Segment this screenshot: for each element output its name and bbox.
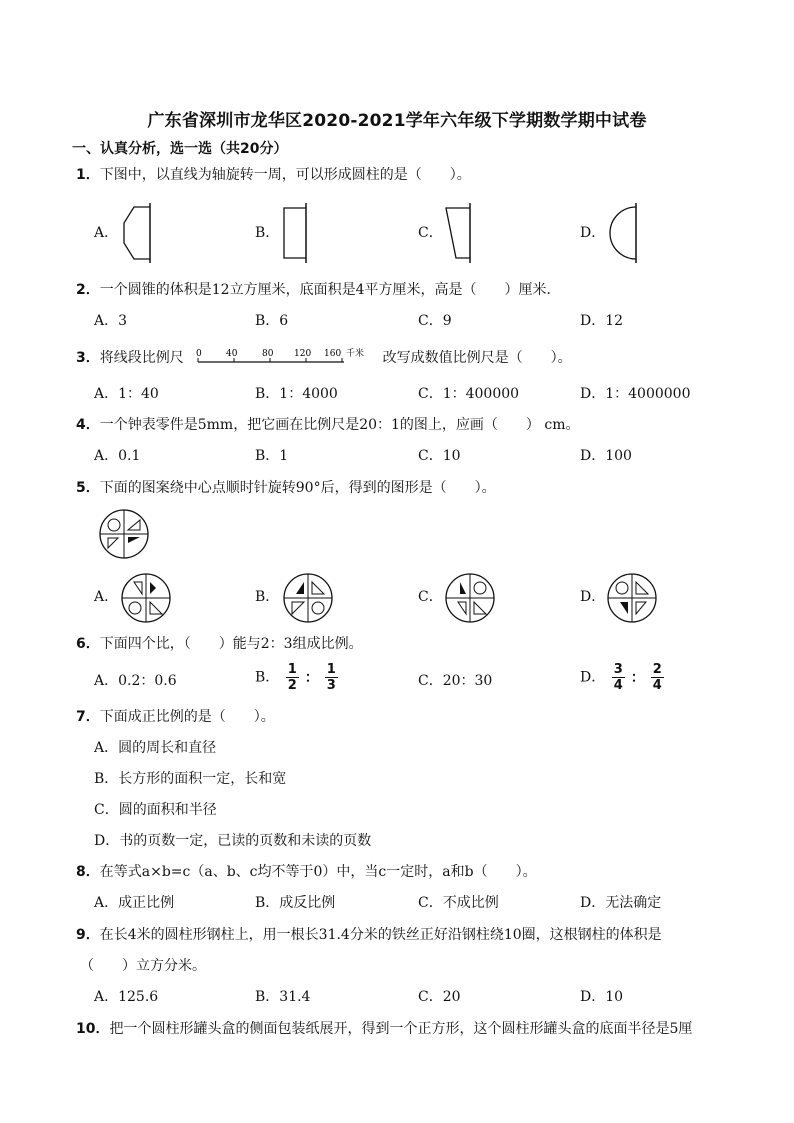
question-number: 1． [76,167,100,183]
option-label-b: B． [255,589,280,605]
question-number: 3． [76,350,100,366]
numerator: 3 [613,662,623,677]
page-title: 广东省深圳市龙华区2020-2021学年六年级下学期数学期中试卷 [147,111,647,131]
rotation-option-c-figure [444,572,496,624]
fraction [612,662,625,693]
rotation-option-a-figure [120,572,172,624]
section-heading: 一、认真分析，选一选（共20分） [72,141,288,157]
rotation-option-b-figure [282,572,334,624]
ruler-tick-label: 80 [262,349,274,359]
option-label-c: C． [418,225,443,241]
option-b [255,662,340,693]
option-c: C．不成比例 [418,895,499,911]
option-b: B．31.4 [255,989,311,1005]
question-4 [76,416,580,434]
question-number: 7． [76,709,100,725]
option-label-c: C． [418,589,443,605]
question-number: 9． [76,927,100,943]
question-text: 在长4米的圆柱形钢柱上，用一根长31.4分米的铁丝正好沿钢柱绕10圈，这根钢柱的体积是 [99,927,662,943]
shape-d-figure [604,203,640,263]
option-d: D．无法确定 [580,895,662,911]
option-label: B． [255,669,280,686]
denominator: 4 [613,678,623,693]
question-10 [76,1020,692,1038]
numerator: 1 [326,662,336,677]
ruler-tick-label: 120 [294,349,312,359]
option-label-a: A． [94,589,119,605]
question-text: 将线段比例尺 [99,350,184,366]
question-text: 下面四个比，（ ）能与2：3组成比例。 [99,636,363,652]
question-text: 下面成正比例的是（ ）。 [99,709,275,725]
ruler-tick-label: 160 [324,349,342,359]
ruler-tick-label: 0 [196,349,202,359]
option-label-a: A． [94,225,119,241]
ratio-colon: ： [304,669,319,686]
question-text: 在等式a×b=c（a、b、c均不等于0）中，当c一定时，a和b（ ）。 [99,864,537,880]
question-text: 下图中，以直线为轴旋转一周，可以形成圆柱的是（ ）。 [99,167,471,183]
option-c: C．10 [418,448,461,464]
rotation-option-d-figure [606,572,658,624]
question-number: 2． [76,282,100,298]
option-label-b: B． [255,225,280,241]
option-a: A．1：40 [94,386,159,402]
option-label: D． [580,669,606,686]
option-d: D．1：4000000 [580,386,691,402]
scale-ruler [194,347,372,369]
option-c: C．9 [418,313,452,329]
question-number: 6． [76,636,100,652]
question-7 [76,708,275,726]
ruler-unit: 千米 [346,349,365,359]
option-b: B．6 [255,313,289,329]
option-b: B．1：4000 [255,386,338,402]
question-number: 4． [76,417,100,433]
option-a: A．125.6 [94,989,159,1005]
shape-b-figure [278,203,312,263]
denominator: 3 [326,678,336,693]
option-a: A．3 [94,313,128,329]
numerator: 2 [652,662,662,677]
option-d: D．10 [580,989,624,1005]
question-text: 一个圆锥的体积是12立方厘米，底面积是4平方厘米，高是（ ）厘米． [99,282,561,298]
option-a: A．0.2：0.6 [94,673,177,689]
ratio-colon: ： [630,669,645,686]
ruler-tick-label: 40 [226,349,238,359]
question-3 [76,347,572,369]
question-number: 5． [76,480,100,496]
fraction [286,662,299,693]
option-d: D．100 [580,448,632,464]
option-d: D．12 [580,313,624,329]
question-text: 一个钟表零件是5mm，把它画在比例尺是20：1的图上，应画（ ） cm。 [99,417,580,433]
option-a: A．0.1 [94,448,141,464]
numerator: 1 [287,662,297,677]
fraction [651,662,664,693]
option-c: C．20：30 [418,673,493,689]
question-text: 改写成数值比例尺是（ ）。 [382,350,572,366]
shape-c-figure [440,203,474,263]
option-label-d: D． [580,589,606,605]
denominator: 4 [652,678,662,693]
question-6 [76,635,363,653]
question-number: 8． [76,864,100,880]
option-c: C．圆的面积和半径 [94,802,217,818]
option-b: B．长方形的面积一定，长和宽 [94,771,287,787]
denominator: 2 [287,678,297,693]
question-8 [76,863,537,881]
question-text: 把一个圆柱形罐头盒的侧面包装纸展开，得到一个正方形，这个圆柱形罐头盒的底面半径是5厘 [109,1021,693,1037]
question-5 [76,479,496,497]
option-c: C．1：400000 [418,386,520,402]
question-text: 下面的图案绕中心点顺时针旋转90°后，得到的图形是（ ）。 [99,480,496,496]
question-number: 10． [76,1021,110,1037]
rotation-original-figure [98,508,150,560]
shape-a-figure [120,203,154,263]
fraction [325,662,338,693]
question-1 [76,166,471,184]
question-9-continued: （ ）立方分米。 [80,958,206,974]
option-c: C．20 [418,989,461,1005]
option-a: A．圆的周长和直径 [94,740,217,756]
option-label-d: D． [580,225,606,241]
question-2 [76,281,560,299]
option-a: A．成正比例 [94,895,175,911]
option-b: B．成反比例 [255,895,336,911]
question-9 [76,926,662,944]
option-d: D．书的页数一定，已读的页数和未读的页数 [94,833,372,849]
option-b: B．1 [255,448,289,464]
option-d [580,662,666,693]
